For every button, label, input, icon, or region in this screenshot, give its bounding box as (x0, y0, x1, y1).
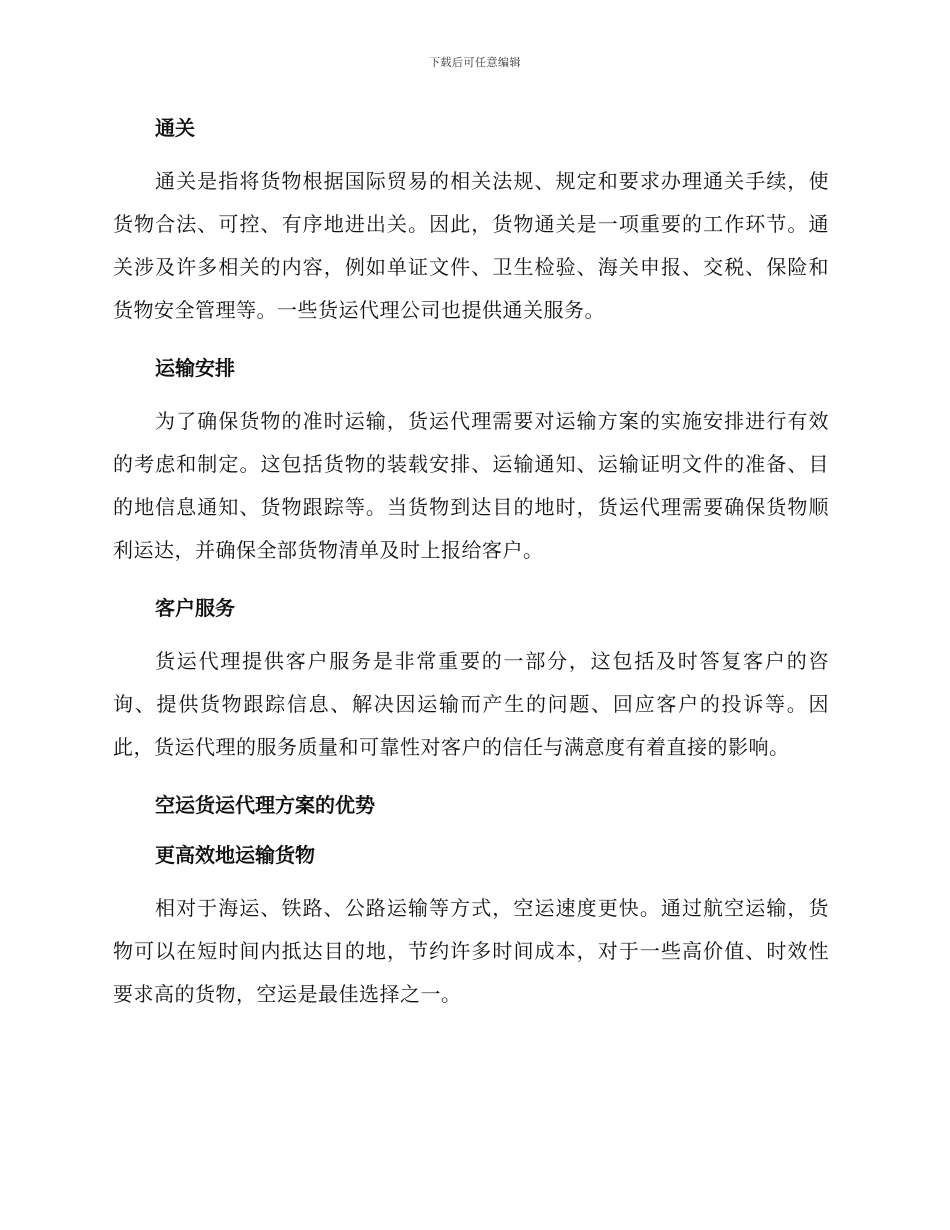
section-heading-efficiency: 更高效地运输货物 (155, 843, 315, 867)
section-heading-customs: 通关 (155, 116, 195, 140)
section-paragraph-transport: 为了确保货物的准时运输，货运代理需要对运输方案的实施安排进行有效的考虑和制定。这包括货物的装载安排、运输通知、运输证明文件的准备、目的地信息通知、货物跟踪等。当货物到达目的地时，货运代理需要确保货物顺利运达，并确保全部货物清单及时上报给客户。 (113, 409, 829, 562)
section-heading-customer-service: 客户服务 (155, 596, 235, 620)
document-body (113, 110, 829, 1034)
section-paragraph-efficiency: 相对于海运、铁路、公路运输等方式，空运速度更快。通过航空运输，货物可以在短时间内抵达目的地，节约许多时间成本，对于一些高价值、时效性要求高的货物，空运是最佳选择之一。 (113, 896, 829, 1006)
section-heading-transport: 运输安排 (155, 356, 235, 380)
section-paragraph-customs: 通关是指将货物根据国际贸易的相关法规、规定和要求办理通关手续，使货物合法、可控、有序地进出关。因此，货物通关是一项重要的工作环节。通关涉及许多相关的内容，例如单证文件、卫生检验、海关申报、交税、保险和货物安全管理等。一些货运代理公司也提供通关服务。 (113, 169, 829, 322)
header-note: 下载后可任意编辑 (429, 56, 521, 69)
section-heading-air-advantages: 空运货运代理方案的优势 (155, 793, 375, 817)
section-paragraph-customer-service: 货运代理提供客户服务是非常重要的一部分，这包括及时答复客户的咨询、提供货物跟踪信息、解决因运输而产生的问题、回应客户的投诉等。因此，货运代理的服务质量和可靠性对客户的信任与满意度有着直接的影响。 (113, 649, 829, 759)
